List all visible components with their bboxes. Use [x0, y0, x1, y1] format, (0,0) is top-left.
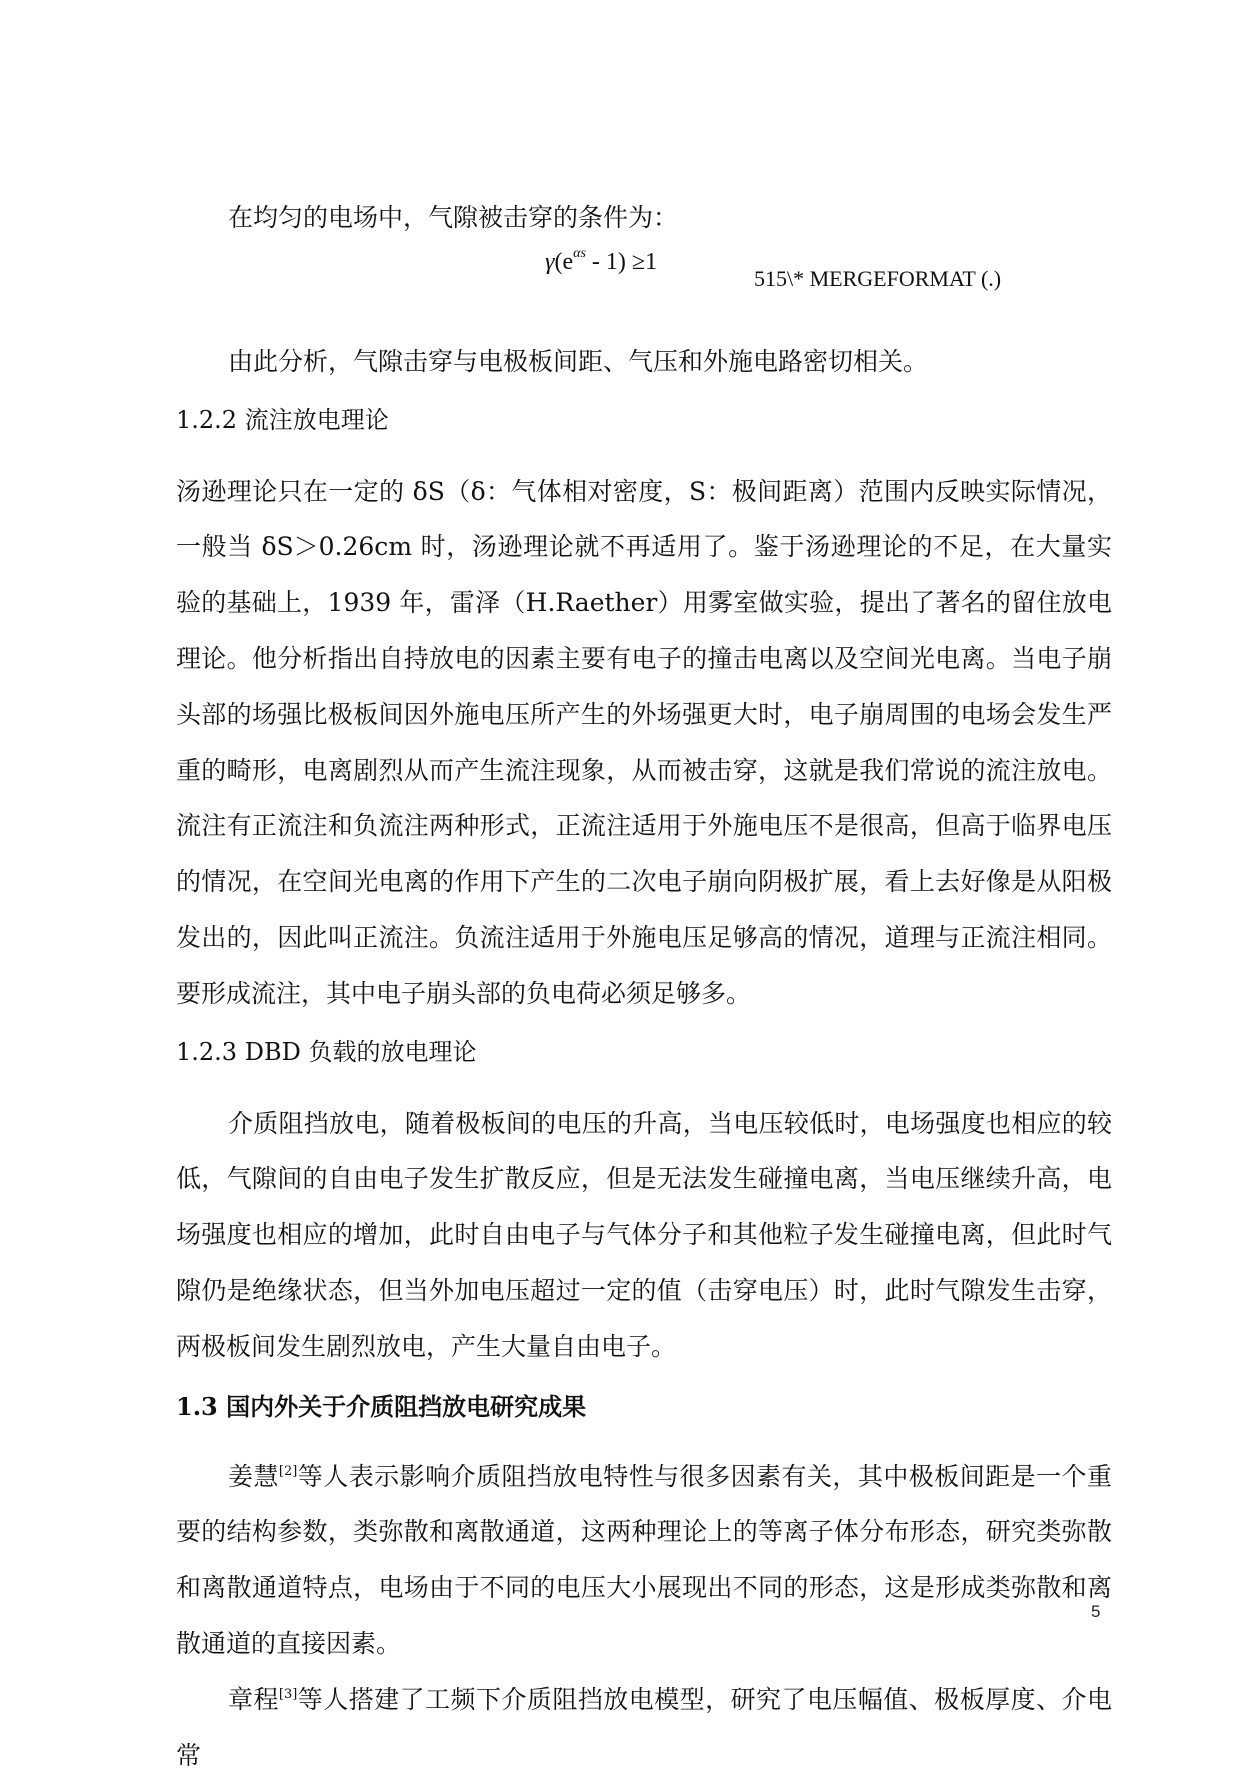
heading-1-2-3: 1.2.3 DBD 负载的放电理论: [176, 1037, 477, 1066]
formula-gamma: γ: [545, 248, 555, 275]
citation-ref-3: [3]: [278, 1686, 298, 1702]
formula-open: (e: [554, 248, 574, 275]
heading-1-3: 1.3 国内外关于介质阻挡放电研究成果: [176, 1391, 587, 1421]
page-content: [176, 190, 1112, 1783]
paragraph-text: 等人搭建了工频下介质阻挡放电模型，研究了电压幅值、极板厚度、介电常: [176, 1684, 1112, 1770]
paragraph-research-jiang: [176, 1449, 1112, 1672]
paragraph-research-zhang: [176, 1672, 1112, 1783]
paragraph-text: 等人表示影响介质阻挡放电特性与很多因素有关，其中极板间距是一个重要的结构参数，类弥散和离散通道，这两种理论上的等离子体分布形态，研究类弥散和离散通道特点，电场由于不同的电压大小展现出不同的形态，这是形成类弥散和离散通道的直接因素。: [176, 1461, 1112, 1658]
page-number: 5: [1091, 1602, 1101, 1621]
author-zhang: 章程: [228, 1684, 279, 1714]
paragraph-breakdown-condition: 在均匀的电场中，气隙被击穿的条件为：: [228, 203, 679, 232]
paragraph-dbd-theory: 介质阻挡放电，随着极板间的电压的升高，当电压较低时，电场强度也相应的较低，气隙间的自由电子发生扩散反应，但是无法发生碰撞电离，当电压继续升高，电场强度也相应的增加，此时自由电子与气体分子和其他粒子发生碰撞电离，但此时气隙仍是绝缘状态，但当外加电压超过一定的值（击穿电压）时，此时气隙发生击穿，两极板间发生剧烈放电，产生大量自由电子。: [176, 1108, 1112, 1361]
formula-exponent: αs: [573, 245, 586, 261]
formula-line: [176, 246, 1112, 310]
paragraph-analysis: 由此分析，气隙击穿与电极板间距、气压和外施电路密切相关。: [228, 346, 929, 376]
formula-close: - 1) ≥1: [585, 248, 658, 275]
heading-1-2-2: 1.2.2 流注放电理论: [176, 405, 389, 434]
paragraph-streamer-theory: 汤逊理论只在一定的 δS（δ：气体相对密度，S：极间距离）范围内反映实际情况，一般当 δS＞0.26cm 时，汤逊理论就不再适用了。鉴于汤逊理论的不足，在大量实验的基础上，1939 年，雷泽（H.Raether）用雾室做实验，提出了著名的留住放电理论。他分析指出自持放电的因素主要有电子的撞击电离以及空间光电离。当电子崩头部的场强比极板间因外施电压所产生的外场强更大时，电子崩周围的电场会发生严重的畸形，电离剧烈从而产生流注现象，从而被击穿，这就是我们常说的流注放电。流注有正流注和负流注两种形式，正流注适用于外施电压不是很高，但高于临界电压的情况，在空间光电离的作用下产生的二次电子崩向阴极扩展，看上去好像是从阳极发出的，因此叫正流注。负流注适用于外施电压足够高的情况，道理与正流注相同。要形成流注，其中电子崩头部的负电荷必须足够多。: [176, 476, 1112, 1008]
citation-ref-2: [2]: [278, 1463, 298, 1479]
formula-number-field: 515\* MERGEFORMAT (.): [754, 265, 1002, 291]
breakdown-formula: [545, 246, 657, 276]
author-jiang: 姜慧: [228, 1461, 279, 1491]
